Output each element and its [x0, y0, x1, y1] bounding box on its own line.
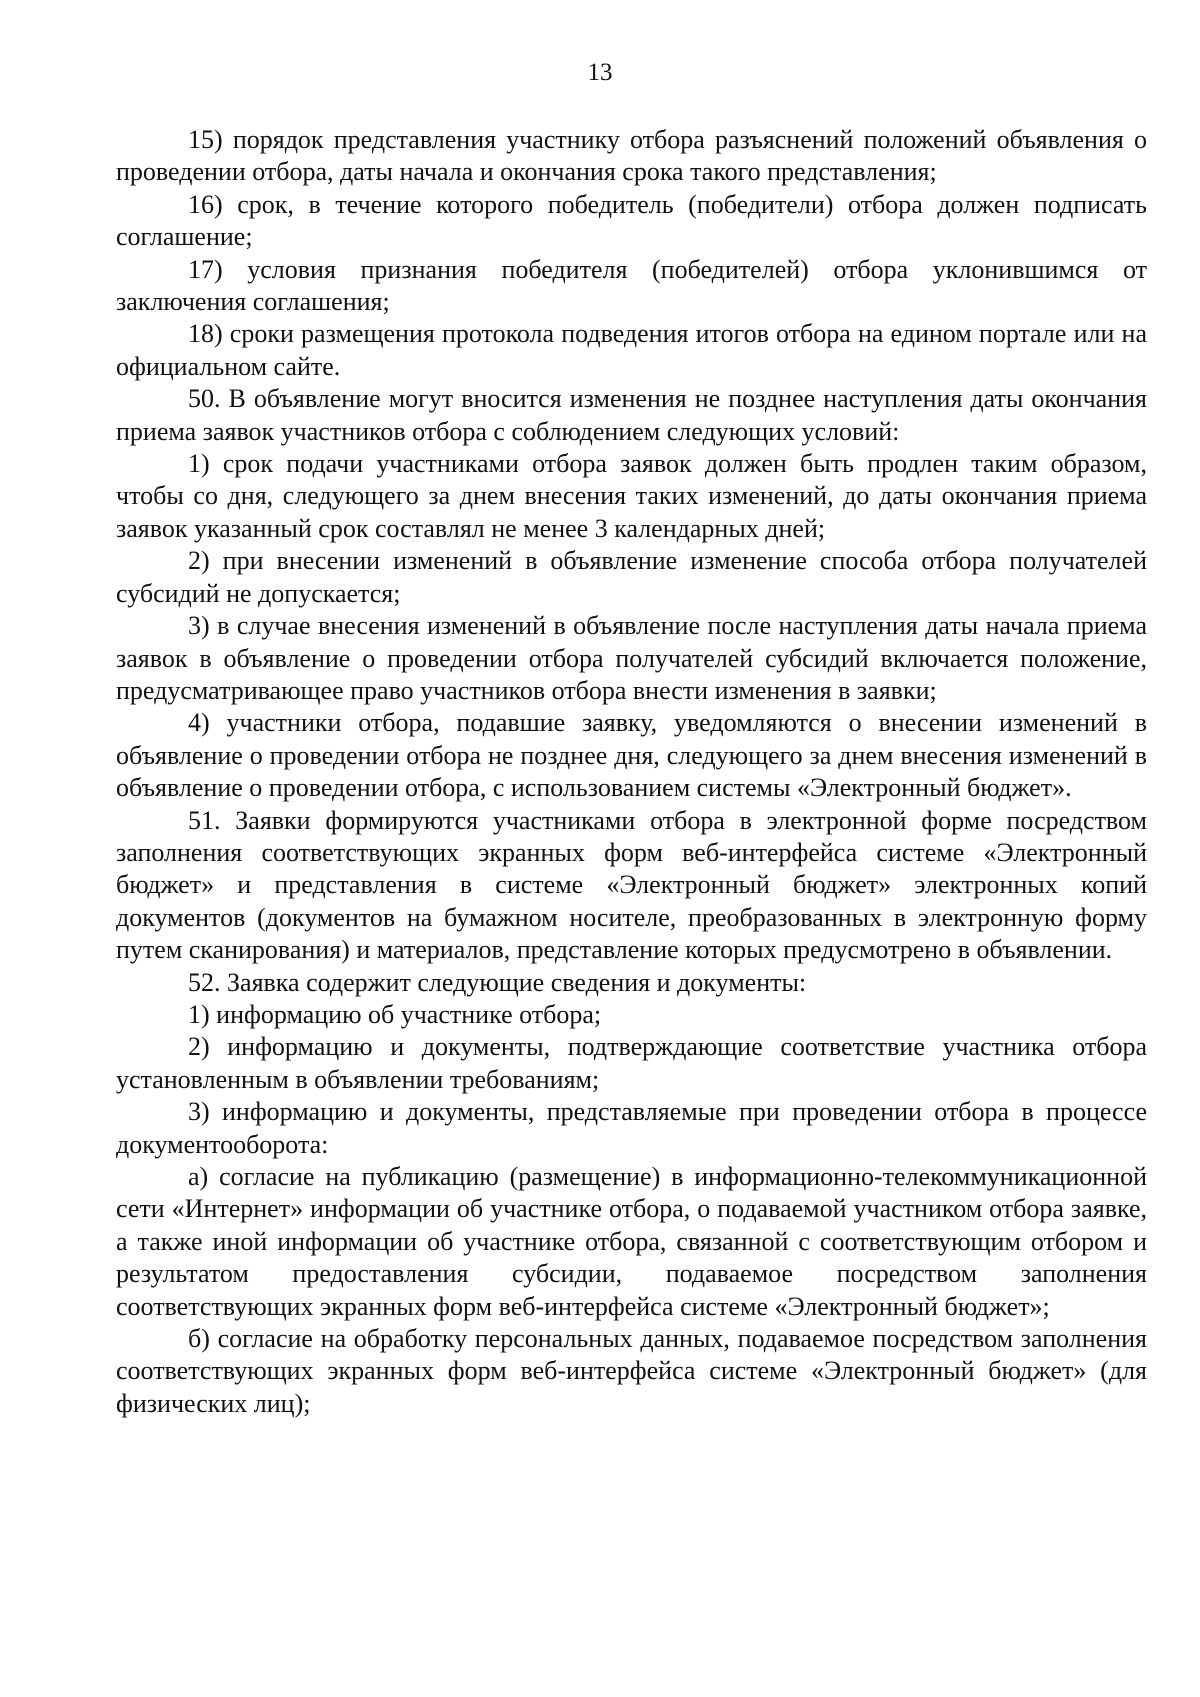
paragraph-item-16: 16) срок, в течение которого победитель (победители) отбора должен подписать соглашение;: [116, 189, 1147, 252]
paragraph-clause-50-item-3: 3) в случае внесения изменений в объявление после наступления даты начала приема заявок в объявление о проведении отбора получателей субсидий включается положение, предусматривающее право участников отбора внести изменения в заявки;: [116, 611, 1147, 705]
paragraph-clause-52-item-2: 2) информацию и документы, подтверждающие соответствие участника отбора установленным в объявлении требованиям;: [116, 1032, 1147, 1094]
paragraph-clause-52: 52. Заявка содержит следующие сведения и документы:: [188, 967, 807, 997]
paragraph-subitem-a: а) согласие на публикацию (размещение) в информационно-телекоммуникационной сети «Интернет» информации об участнике отбора, о подаваемой участником отбора заявке, а также иной информации об участнике отбора, связанной с соответствующим отбором и результатом предоставления субсидии, подаваемое посредством заполнения соответствующих экранных форм веб-интерфейса системе «Электронный бюджет»;: [116, 1162, 1147, 1321]
paragraph-clause-50-item-2: 2) при внесении изменений в объявление изменение способа отбора получателей субсидий не допускается;: [116, 546, 1147, 608]
document-body: [116, 124, 1147, 1420]
paragraph-item-17: 17) условия признания победителя (победителей) отбора уклонившимся от заключения соглашения;: [116, 254, 1147, 317]
paragraph-item-18: 18) сроки размещения протокола подведения итогов отбора на едином портале или на официальном сайте.: [116, 319, 1147, 381]
paragraph-clause-52-item-1: 1) информацию об участнике отбора;: [188, 999, 602, 1029]
paragraph-clause-50: 50. В объявление могут вносится изменения не позднее наступления даты окончания приема заявок участников отбора с соблюдением следующих условий:: [116, 384, 1147, 446]
paragraph-clause-50-item-4: 4) участники отбора, подавшие заявку, уведомляются о внесении изменений в объявление о проведении отбора не позднее дня, следующего за днем внесения изменений в объявление о проведении отбора, с использованием системы «Электронный бюджет».: [116, 708, 1147, 803]
paragraph-subitem-b: б) согласие на обработку персональных данных, подаваемое посредством заполнения соответствующих экранных форм веб-интерфейса системе «Электронный бюджет» (для физических лиц);: [116, 1324, 1147, 1418]
paragraph-clause-50-item-1: 1) срок подачи участниками отбора заявок должен быть продлен таким образом, чтобы со дня, следующего за днем внесения таких изменений, до даты окончания приема заявок указанный срок составлял не менее 3 календарных дней;: [116, 449, 1147, 543]
paragraph-clause-51: 51. Заявки формируются участниками отбора в электронной форме посредством заполнения соответствующих экранных форм веб-интерфейса системе «Электронный бюджет» и представления в системе «Электронный бюджет» электронных копий документов (документов на бумажном носителе, преобразованных в электронную форму путем сканирования) и материалов, представление которых предусмотрено в объявлении.: [116, 805, 1147, 965]
paragraph-item-15: 15) порядок представления участнику отбора разъяснений положений объявления о проведении отбора, даты начала и окончания срока такого представления;: [116, 125, 1147, 187]
page-number: 13: [587, 59, 613, 86]
paragraph-clause-52-item-3: 3) информацию и документы, представляемые при проведении отбора в процессе документооборота:: [116, 1097, 1147, 1159]
